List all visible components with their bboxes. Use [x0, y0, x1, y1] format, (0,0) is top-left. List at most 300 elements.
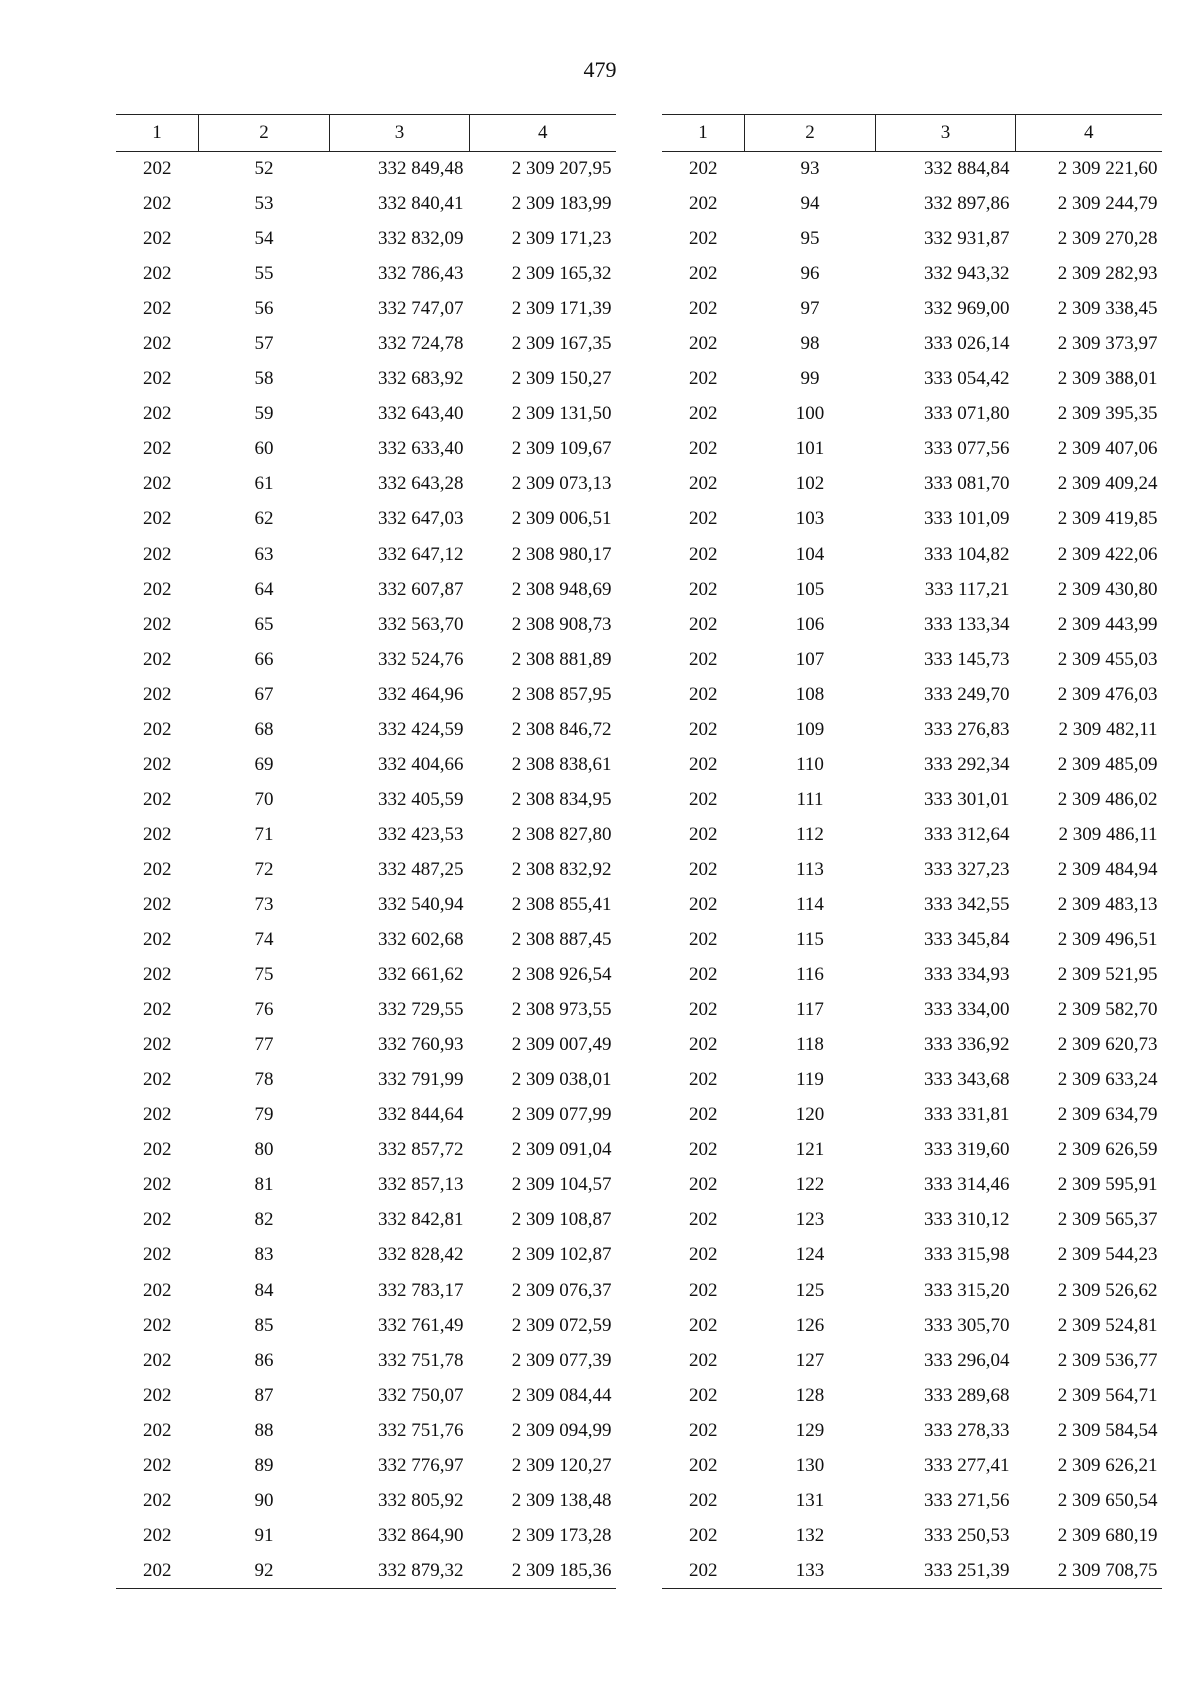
table-row	[116, 187, 616, 222]
cell-col-2: 123	[795, 1209, 825, 1231]
table-row	[116, 467, 616, 502]
cell-col-2: 84	[254, 1279, 274, 1301]
table-row	[662, 677, 1162, 712]
cell-col-3: 333 296,04	[924, 1349, 1010, 1371]
table-row	[662, 292, 1162, 327]
cell-col-1: 202	[143, 1524, 172, 1546]
coordinates-table-left	[116, 114, 616, 1589]
cell-col-4: 2 309 634,79	[1057, 1104, 1158, 1126]
cell-col-4: 2 309 338,45	[1057, 298, 1158, 320]
cell-col-3: 332 524,76	[378, 648, 464, 670]
cell-col-1: 202	[143, 929, 172, 951]
table-row	[662, 327, 1162, 362]
table-row	[662, 187, 1162, 222]
cell-col-2: 110	[796, 753, 824, 775]
cell-col-4: 2 309 526,62	[1057, 1279, 1158, 1301]
table-row	[662, 852, 1162, 887]
cell-col-1: 202	[689, 1384, 718, 1406]
cell-col-3: 333 117,21	[924, 578, 1010, 600]
cell-col-4: 2 309 007,49	[511, 1034, 612, 1056]
cell-col-2: 93	[800, 158, 820, 180]
cell-col-4: 2 309 221,60	[1057, 158, 1158, 180]
cell-col-3: 332 423,53	[378, 823, 464, 845]
cell-col-2: 65	[254, 613, 274, 635]
cell-col-3: 332 969,00	[924, 298, 1010, 320]
cell-col-4: 2 309 544,23	[1057, 1244, 1158, 1266]
cell-col-1: 202	[689, 263, 718, 285]
table-body	[116, 152, 616, 1589]
cell-col-2: 132	[795, 1524, 825, 1546]
table-row	[662, 572, 1162, 607]
cell-col-1: 202	[689, 683, 718, 705]
cell-col-4: 2 308 908,73	[511, 613, 612, 635]
cell-col-2: 76	[254, 999, 274, 1021]
cell-col-2: 104	[795, 543, 825, 565]
cell-col-4: 2 309 680,19	[1057, 1524, 1158, 1546]
cell-col-1: 202	[143, 578, 172, 600]
cell-col-2: 107	[795, 648, 825, 670]
cell-col-1: 202	[689, 1419, 718, 1441]
cell-col-3: 333 319,60	[924, 1139, 1010, 1161]
cell-col-2: 59	[254, 403, 274, 425]
cell-col-2: 129	[795, 1419, 825, 1441]
table-row	[116, 1168, 616, 1203]
cell-col-1: 202	[689, 1174, 718, 1196]
table-row	[116, 397, 616, 432]
cell-col-2: 95	[800, 228, 820, 250]
table-row	[116, 887, 616, 922]
cell-col-2: 108	[795, 683, 825, 705]
cell-col-4: 2 309 582,70	[1057, 999, 1158, 1021]
table-row	[662, 257, 1162, 292]
cell-col-4: 2 309 486,02	[1057, 788, 1158, 810]
table-row	[662, 1378, 1162, 1413]
cell-col-2: 71	[254, 823, 274, 845]
cell-col-1: 202	[143, 298, 172, 320]
cell-col-1: 202	[689, 858, 718, 880]
cell-col-3: 332 647,12	[378, 543, 464, 565]
table-row	[116, 1308, 616, 1343]
cell-col-4: 2 308 857,95	[511, 683, 612, 705]
cell-col-3: 332 424,59	[378, 718, 464, 740]
table-row	[662, 537, 1162, 572]
cell-col-4: 2 309 482,11	[1058, 718, 1158, 740]
cell-col-4: 2 309 185,36	[470, 1553, 616, 1588]
cell-col-3: 333 310,12	[924, 1209, 1010, 1231]
cell-col-2: 58	[254, 368, 274, 390]
cell-col-1: 202	[689, 894, 718, 915]
cell-col-4: 2 309 584,54	[1057, 1419, 1158, 1441]
table-row	[116, 817, 616, 852]
cell-col-2: 73	[254, 894, 274, 915]
cell-col-1: 202	[143, 894, 172, 915]
cell-col-2: 62	[254, 508, 274, 530]
cell-col-4: 2 309 131,50	[511, 403, 612, 425]
cell-col-2: 78	[254, 1069, 274, 1091]
cell-col-4: 2 309 536,77	[1057, 1349, 1158, 1371]
cell-col-4: 2 309 108,87	[511, 1209, 612, 1231]
cell-col-4: 2 309 595,91	[1057, 1174, 1158, 1196]
cell-col-2: 133	[745, 1553, 876, 1588]
table-row	[662, 887, 1162, 922]
cell-col-2: 105	[795, 578, 825, 600]
cell-col-1: 202	[689, 1489, 718, 1511]
table-row	[116, 1203, 616, 1238]
cell-col-4: 2 309 183,99	[511, 193, 612, 215]
table-row	[662, 1553, 1162, 1588]
cell-col-2: 75	[254, 964, 274, 986]
cell-col-4: 2 309 173,28	[511, 1524, 612, 1546]
header-col-3: 3	[330, 115, 470, 152]
cell-col-1: 202	[143, 368, 172, 390]
table-row	[662, 502, 1162, 537]
header-row	[662, 115, 1162, 152]
cell-col-3: 332 647,03	[378, 508, 464, 530]
table-row	[116, 362, 616, 397]
cell-col-4: 2 309 373,97	[1057, 333, 1158, 355]
cell-col-1: 202	[143, 1139, 172, 1161]
cell-col-3: 333 145,73	[924, 648, 1010, 670]
cell-col-4: 2 309 407,06	[1057, 438, 1158, 460]
cell-col-1: 202	[689, 788, 718, 810]
cell-col-2: 53	[254, 193, 274, 215]
table-row	[116, 1553, 616, 1588]
cell-col-2: 124	[795, 1244, 825, 1266]
table-row	[662, 923, 1162, 958]
table-row	[662, 1063, 1162, 1098]
table-row	[662, 397, 1162, 432]
cell-col-4: 2 309 077,39	[511, 1349, 612, 1371]
table-row	[116, 923, 616, 958]
cell-col-2: 111	[796, 788, 824, 810]
table-header	[662, 115, 1162, 152]
cell-col-4: 2 309 430,80	[1057, 578, 1158, 600]
cell-col-4: 2 309 120,27	[511, 1454, 612, 1476]
table-row	[662, 1413, 1162, 1448]
cell-col-3: 332 724,78	[378, 333, 464, 355]
cell-col-4: 2 309 167,35	[511, 333, 612, 355]
cell-col-3: 333 277,41	[924, 1454, 1010, 1476]
table-row	[116, 1413, 616, 1448]
cell-col-1: 202	[143, 1349, 172, 1371]
cell-col-1: 202	[143, 438, 172, 460]
cell-col-4: 2 309 650,54	[1057, 1489, 1158, 1511]
cell-col-2: 122	[795, 1174, 825, 1196]
table-row	[662, 1238, 1162, 1273]
cell-col-3: 332 842,81	[378, 1209, 464, 1231]
cell-col-1: 202	[689, 1314, 718, 1336]
cell-col-1: 202	[689, 543, 718, 565]
table-row	[116, 1343, 616, 1378]
cell-col-4: 2 309 443,99	[1057, 613, 1158, 635]
cell-col-4: 2 309 094,99	[511, 1419, 612, 1441]
cell-col-1: 202	[143, 193, 172, 215]
table-row	[116, 712, 616, 747]
cell-col-1: 202	[689, 718, 718, 740]
cell-col-3: 332 643,40	[378, 403, 464, 425]
cell-col-1: 202	[689, 1524, 718, 1546]
table-row	[662, 712, 1162, 747]
cell-col-1: 202	[689, 508, 718, 530]
cell-col-2: 70	[254, 788, 274, 810]
cell-col-2: 52	[254, 158, 274, 180]
cell-col-3: 333 343,68	[924, 1069, 1010, 1091]
cell-col-2: 81	[254, 1174, 274, 1196]
cell-col-2: 101	[795, 438, 825, 460]
cell-col-4: 2 309 102,87	[511, 1244, 612, 1266]
cell-col-1: 202	[143, 683, 172, 705]
cell-col-4: 2 308 973,55	[511, 999, 612, 1021]
cell-col-3: 333 250,53	[924, 1524, 1010, 1546]
cell-col-1: 202	[689, 1209, 718, 1231]
cell-col-3: 333 334,93	[924, 964, 1010, 986]
cell-col-4: 2 308 832,92	[511, 858, 612, 880]
table-row	[662, 1203, 1162, 1238]
cell-col-4: 2 308 948,69	[511, 578, 612, 600]
cell-col-1: 202	[689, 158, 718, 180]
cell-col-4: 2 309 486,11	[1058, 823, 1158, 845]
cell-col-3: 333 336,92	[924, 1034, 1010, 1056]
cell-col-1: 202	[689, 1279, 718, 1301]
cell-col-4: 2 309 077,99	[511, 1104, 612, 1126]
cell-col-4: 2 309 244,79	[1057, 193, 1158, 215]
cell-col-4: 2 309 165,32	[511, 263, 612, 285]
cell-col-2: 63	[254, 543, 274, 565]
cell-col-4: 2 308 846,72	[511, 718, 612, 740]
cell-col-4: 2 308 881,89	[511, 648, 612, 670]
cell-col-4: 2 309 565,37	[1057, 1209, 1158, 1231]
cell-col-3: 333 301,01	[924, 788, 1010, 810]
cell-col-4: 2 309 409,24	[1057, 473, 1158, 495]
cell-col-4: 2 309 524,81	[1057, 1314, 1158, 1336]
table-row	[662, 1098, 1162, 1133]
table-row	[116, 327, 616, 362]
cell-col-4: 2 309 484,94	[1057, 858, 1158, 880]
cell-col-4: 2 308 827,80	[511, 823, 612, 845]
cell-col-3: 332 633,40	[378, 438, 464, 460]
table-row	[116, 1273, 616, 1308]
coordinates-table-right	[662, 114, 1162, 1589]
cell-col-3: 333 314,46	[924, 1174, 1010, 1196]
table-row	[116, 782, 616, 817]
cell-col-4: 2 309 282,93	[1057, 263, 1158, 285]
cell-col-2: 72	[254, 858, 274, 880]
cell-col-1: 202	[689, 298, 718, 320]
cell-col-3: 332 683,92	[378, 368, 464, 390]
cell-col-1: 202	[143, 964, 172, 986]
cell-col-4: 2 309 171,23	[511, 228, 612, 250]
cell-col-3: 332 563,70	[378, 613, 464, 635]
header-col-1: 1	[116, 115, 199, 152]
cell-col-3: 332 404,66	[378, 753, 464, 775]
cell-col-3: 333 315,98	[924, 1244, 1010, 1266]
cell-col-4: 2 309 422,06	[1057, 543, 1158, 565]
cell-col-2: 66	[254, 648, 274, 670]
cell-col-2: 117	[796, 999, 824, 1021]
cell-col-1: 202	[689, 228, 718, 250]
cell-col-1: 202	[143, 1384, 172, 1406]
cell-col-1: 202	[143, 1314, 172, 1336]
cell-col-1: 202	[689, 473, 718, 495]
table-row	[662, 1483, 1162, 1518]
cell-col-1: 202	[143, 228, 172, 250]
cell-col-2: 109	[795, 718, 825, 740]
table-row	[116, 152, 616, 187]
cell-col-4: 2 309 091,04	[511, 1139, 612, 1161]
table-row	[662, 1133, 1162, 1168]
cell-col-3: 333 289,68	[924, 1384, 1010, 1406]
cell-col-1: 202	[689, 1069, 718, 1091]
cell-col-4: 2 309 626,59	[1057, 1139, 1158, 1161]
cell-col-4: 2 309 620,73	[1057, 1034, 1158, 1056]
table-row	[116, 1448, 616, 1483]
cell-col-4: 2 309 109,67	[511, 438, 612, 460]
table-row	[662, 1448, 1162, 1483]
cell-col-3: 332 828,42	[378, 1244, 464, 1266]
cell-col-4: 2 309 496,51	[1057, 929, 1158, 951]
cell-col-1: 202	[689, 753, 718, 775]
table-row	[662, 1028, 1162, 1063]
table-row	[116, 993, 616, 1028]
cell-col-3: 332 607,87	[378, 578, 464, 600]
table-row	[662, 1518, 1162, 1553]
cell-col-4: 2 308 855,41	[511, 894, 612, 915]
cell-col-3: 332 857,13	[378, 1174, 464, 1196]
table-row	[662, 747, 1162, 782]
cell-col-1: 202	[689, 1349, 718, 1371]
table-row	[116, 432, 616, 467]
cell-col-4: 2 308 887,45	[511, 929, 612, 951]
cell-col-3: 333 305,70	[924, 1314, 1010, 1336]
cell-col-2: 80	[254, 1139, 274, 1161]
table-row	[662, 152, 1162, 187]
cell-col-1: 202	[143, 788, 172, 810]
cell-col-1: 202	[143, 473, 172, 495]
cell-col-1: 202	[689, 999, 718, 1021]
cell-col-2: 114	[796, 894, 824, 915]
cell-col-4: 2 308 838,61	[511, 753, 612, 775]
cell-col-4: 2 309 485,09	[1057, 753, 1158, 775]
cell-col-1: 202	[143, 718, 172, 740]
cell-col-4: 2 309 150,27	[511, 368, 612, 390]
cell-col-2: 87	[254, 1384, 274, 1406]
cell-col-1: 202	[689, 578, 718, 600]
cell-col-3: 333 271,56	[924, 1489, 1010, 1511]
cell-col-4: 2 309 006,51	[511, 508, 612, 530]
cell-col-3: 333 292,34	[924, 753, 1010, 775]
cell-col-2: 120	[795, 1104, 825, 1126]
cell-col-2: 89	[254, 1454, 274, 1476]
cell-col-4: 2 309 476,03	[1057, 683, 1158, 705]
cell-col-2: 90	[254, 1489, 274, 1511]
cell-col-1: 202	[662, 1553, 745, 1588]
cell-col-4: 2 309 138,48	[511, 1489, 612, 1511]
cell-col-1: 202	[143, 1209, 172, 1231]
cell-col-4: 2 309 455,03	[1057, 648, 1158, 670]
cell-col-3: 333 104,82	[924, 543, 1010, 565]
table-row	[116, 502, 616, 537]
table-row	[662, 958, 1162, 993]
cell-col-3: 332 864,90	[378, 1524, 464, 1546]
cell-col-3: 333 315,20	[924, 1279, 1010, 1301]
cell-col-1: 202	[143, 1244, 172, 1266]
table-row	[116, 1063, 616, 1098]
cell-col-4: 2 308 926,54	[511, 964, 612, 986]
cell-col-3: 332 661,62	[378, 964, 464, 986]
cell-col-2: 96	[800, 263, 820, 285]
cell-col-3: 333 249,70	[924, 683, 1010, 705]
cell-col-1: 202	[689, 964, 718, 986]
cell-col-2: 60	[254, 438, 274, 460]
cell-col-2: 55	[254, 263, 274, 285]
cell-col-4: 2 309 564,71	[1057, 1384, 1158, 1406]
cell-col-4: 2 309 388,01	[1057, 368, 1158, 390]
cell-col-1: 202	[689, 1244, 718, 1266]
cell-col-3: 333 276,83	[924, 718, 1010, 740]
cell-col-4: 2 309 104,57	[511, 1174, 612, 1196]
cell-col-1: 202	[116, 1553, 199, 1588]
cell-col-1: 202	[143, 1454, 172, 1476]
cell-col-2: 85	[254, 1314, 274, 1336]
cell-col-2: 64	[254, 578, 274, 600]
cell-col-1: 202	[689, 333, 718, 355]
cell-col-3: 332 602,68	[378, 929, 464, 951]
table-row	[116, 747, 616, 782]
cell-col-1: 202	[143, 333, 172, 355]
header-col-3: 3	[876, 115, 1016, 152]
cell-col-2: 115	[796, 929, 824, 951]
table-row	[116, 257, 616, 292]
cell-col-4: 2 309 171,39	[511, 298, 612, 320]
cell-col-3: 332 464,96	[378, 683, 464, 705]
table-row	[116, 1518, 616, 1553]
table-row	[116, 1098, 616, 1133]
cell-col-3: 332 791,99	[378, 1069, 464, 1091]
header-col-2: 2	[745, 115, 876, 152]
cell-col-1: 202	[143, 613, 172, 635]
cell-col-3: 332 760,93	[378, 1034, 464, 1056]
cell-col-2: 102	[795, 473, 825, 495]
cell-col-2: 112	[796, 823, 824, 845]
cell-col-2: 56	[254, 298, 274, 320]
page-number: 479	[583, 57, 617, 82]
cell-col-2: 91	[254, 1524, 274, 1546]
header-col-4: 4	[470, 115, 616, 152]
cell-col-1: 202	[689, 403, 718, 425]
table-row	[116, 677, 616, 712]
cell-col-1: 202	[143, 263, 172, 285]
cell-col-1: 202	[143, 1104, 172, 1126]
cell-col-1: 202	[143, 1489, 172, 1511]
cell-col-1: 202	[143, 158, 172, 180]
cell-col-3: 332 844,64	[378, 1104, 464, 1126]
cell-col-1: 202	[143, 999, 172, 1021]
cell-col-2: 83	[254, 1244, 274, 1266]
cell-col-1: 202	[143, 1419, 172, 1441]
cell-col-4: 2 309 207,95	[511, 158, 612, 180]
cell-col-3: 333 278,33	[924, 1419, 1010, 1441]
cell-col-2: 79	[254, 1104, 274, 1126]
cell-col-2: 113	[796, 858, 824, 880]
cell-col-3: 333 054,42	[924, 368, 1010, 390]
cell-col-2: 100	[795, 403, 825, 425]
cell-col-3: 333 327,23	[924, 858, 1010, 880]
cell-col-1: 202	[143, 1034, 172, 1056]
cell-col-3: 332 884,84	[924, 158, 1010, 180]
cell-col-1: 202	[689, 613, 718, 635]
cell-col-1: 202	[143, 403, 172, 425]
cell-col-3: 333 071,80	[924, 403, 1010, 425]
